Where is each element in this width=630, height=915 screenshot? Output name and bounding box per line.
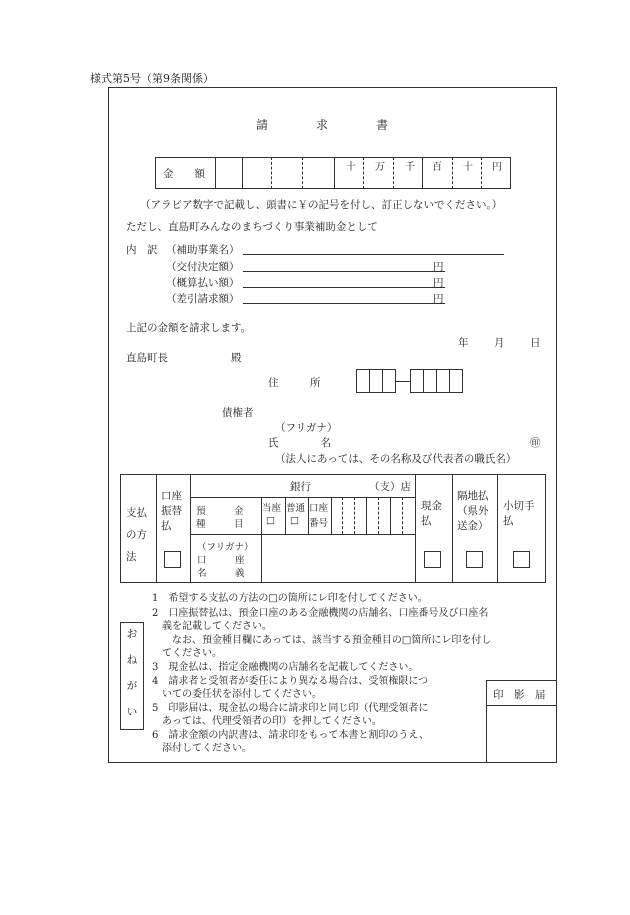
breakdown-yen-2: 円 (433, 277, 444, 289)
date-year: 年 (458, 337, 469, 349)
account-holder-label-1: 口 座 (197, 555, 245, 566)
request-text: 上記の金額を請求します。 (126, 322, 252, 334)
unit-man: 万 (375, 162, 385, 173)
notes-heading-char-1: お (126, 628, 138, 640)
breakdown-yen-3: 円 (433, 293, 444, 305)
transfer-checkbox[interactable] (164, 551, 181, 568)
seal-mark: ㊞ (530, 437, 541, 449)
payment-method-label-2: の方 (126, 529, 147, 541)
check-checkbox[interactable] (513, 551, 530, 568)
breakdown-advance-amount-label: （概算払い額） (166, 277, 240, 289)
claimant-furigana-label: （フリガナ） (275, 422, 338, 434)
current-account-checkbox[interactable]: □ (266, 515, 275, 526)
note-line-6: 3 現金払は、指定金融機関の店舗名を記載してください。 (152, 662, 419, 673)
purpose-line: ただし、直島町みんなのまちづくり事業補助金として (126, 221, 378, 233)
addressee-name: 直島町長 (126, 352, 168, 364)
notes-heading-char-3: が (126, 680, 138, 692)
payment-method-label-1: 支払 (126, 507, 147, 519)
date-day: 日 (530, 337, 541, 349)
note-line-8: いての委任状を添付してください。 (162, 689, 322, 700)
breakdown-approved-amount-label: （交付決定額） (166, 261, 240, 273)
bank-label: 銀行 (290, 481, 311, 493)
account-holder-furigana: （フリガナ） (197, 542, 254, 553)
page-title: 請 求 書 (256, 118, 389, 132)
note-line-3: 義を記載してください。 (162, 621, 272, 632)
ordinary-account-checkbox[interactable]: □ (290, 515, 299, 526)
unit-yen: 円 (492, 162, 502, 173)
amount-label: 金 額 (163, 168, 205, 180)
current-account-label: 当座 (262, 503, 282, 514)
account-holder-label-2: 名 義 (197, 568, 245, 579)
note-line-7: 4 請求者と受領者が委任により異なる場合は、受領権限につ (152, 676, 429, 687)
note-line-2: 2 口座振替払は、預金口座のある金融機関の店舗名、口座番号及び口座名 (152, 608, 489, 619)
account-number-label-2: 番号 (309, 518, 329, 529)
breakdown-net-claim-label: （差引請求額） (166, 293, 240, 305)
unit-jyu: 十 (463, 162, 473, 173)
claimant-note: （法人にあっては、その名称及び代表者の職氏名） (275, 453, 517, 465)
postal-code-first[interactable] (356, 369, 396, 393)
branch-label: （支）店 (369, 481, 411, 493)
claimant-name-label: 氏 名 (268, 437, 331, 449)
note-line-11: 6 請求金額の内訳書は、請求印をもって本書と割印のうえ、 (152, 730, 429, 741)
note-line-9: 5 印影届は、現金払の場合に請求印と同じ印（代理受領者に (152, 703, 429, 714)
remote-checkbox[interactable] (466, 551, 483, 568)
payment-method-label-3: 法 (126, 551, 137, 563)
amount-table (155, 157, 511, 189)
breakdown-yen-1: 円 (433, 261, 444, 273)
transfer-label-3: 払 (161, 520, 172, 532)
note-line-4: なお、預金種目欄にあっては、該当する預金種目の□箇所にレ印を付し (162, 635, 492, 646)
deposit-type-label-2: 種 目 (196, 519, 244, 530)
notes-heading-char-4: い (126, 706, 138, 718)
breakdown-heading: 内 訳 (126, 244, 158, 256)
addressee-honorific: 殿 (231, 352, 242, 364)
date-month: 月 (494, 337, 505, 349)
account-number-label-1: 口座 (309, 503, 329, 514)
cash-label-1: 現金 (421, 500, 442, 512)
transfer-label-1: 口座 (161, 490, 182, 502)
ordinary-account-label: 普通 (286, 503, 306, 514)
unit-sen: 千 (405, 162, 415, 173)
remote-label-2: （県外 (457, 505, 489, 517)
cash-label-2: 払 (421, 515, 432, 527)
claimant-role: 債権者 (222, 407, 254, 419)
note-line-5: てください。 (162, 648, 222, 659)
transfer-label-2: 振替 (161, 505, 182, 517)
remote-label-1: 隔地払 (457, 490, 489, 502)
breakdown-project-name-label: （補助事業名） (166, 244, 240, 256)
address-label: 住 所 (268, 377, 321, 389)
cash-checkbox[interactable] (424, 551, 441, 568)
check-label-2: 払 (503, 515, 514, 527)
form-number-label: 様式第5号（第9条関係） (90, 72, 214, 85)
remote-label-3: 送金） (457, 520, 489, 532)
unit-hyaku: 百 (432, 162, 442, 173)
notes-heading-char-2: ね (126, 654, 138, 666)
check-label-1: 小切手 (503, 500, 535, 512)
note-line-1: 1 希望する支払の方法の□の箇所にレ印を付してください。 (152, 593, 428, 604)
deposit-type-label-1: 預 金 (196, 506, 244, 517)
unit-jyu-man: 十 (346, 162, 356, 173)
amount-note: （アラビア数字で記載し、頭書に￥の記号を付し、訂正しないでください。） (140, 199, 503, 211)
seal-registration-label: 印 影 届 (493, 689, 546, 701)
note-line-10: あっては、代理受領者の印）を押してください。 (162, 716, 382, 727)
note-line-12: 添付してください。 (162, 743, 252, 754)
